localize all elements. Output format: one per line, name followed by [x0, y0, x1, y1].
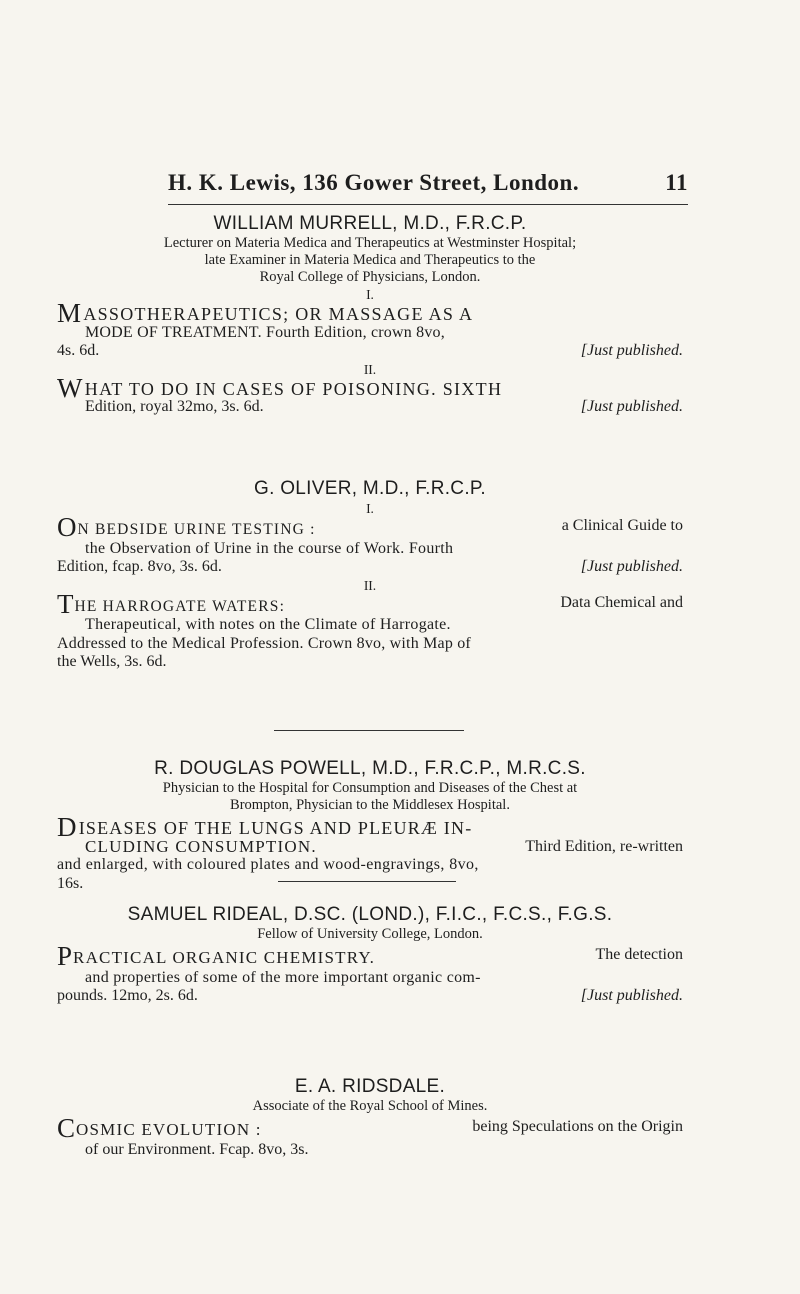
author-name: R. DOUGLAS POWELL, M.D., F.R.C.P., M.R.C.S. [154, 758, 586, 779]
drop-initial: T [57, 588, 74, 619]
work-number: II. [363, 361, 377, 377]
author-affiliation-line: Lecturer on Materia Medica and Therapeutics at Westminster Hospital; [163, 235, 577, 251]
publication-status: [Just published. [580, 558, 683, 575]
book-subtitle: being Speculations on the Origin [472, 1118, 683, 1135]
publication-status: [Just published. [580, 987, 683, 1004]
author-name: E. A. RIDSDALE. [294, 1076, 446, 1097]
author-name: WILLIAM MURRELL, M.D., F.R.C.P. [213, 213, 527, 234]
book-description-line: Addressed to the Medical Profession. Crown 8vo, with Map of [57, 634, 471, 652]
book-title: OSMIC EVOLUTION : [76, 1120, 262, 1139]
book-description-line: and properties of some of the more important organic com- [85, 968, 481, 986]
publication-status: [Just published. [580, 342, 683, 359]
book-description-line: Therapeutical, with notes on the Climate of Harrogate. [85, 616, 451, 633]
section-divider [274, 730, 464, 731]
book-title-line: MODE OF TREATMENT. Fourth Edition, crown 8vo, [85, 323, 445, 341]
section-oliver [57, 478, 683, 672]
author-name: SAMUEL RIDEAL, D.SC. (LOND.), F.I.C., F.C.S., F.G.S. [127, 904, 613, 925]
book-edition: pounds. 12mo, 2s. 6d. [57, 987, 198, 1004]
book-entry [57, 1113, 683, 1159]
book-title-line: CLUDING CONSUMPTION. [85, 836, 317, 856]
book-title-line: HAT TO DO IN CASES OF POISONING. SIXTH [84, 378, 503, 399]
book-title: HE HARROGATE WATERS: [74, 597, 286, 615]
book-entry [57, 588, 683, 672]
book-edition: Edition, royal 32mo, 3s. 6d. [85, 398, 264, 415]
book-title: N BEDSIDE URINE TESTING : [77, 521, 316, 538]
work-number: I. [366, 287, 374, 302]
book-entry [57, 512, 683, 577]
book-description-line: the Observation of Urine in the course of Work. Fourth [85, 539, 454, 557]
running-head [168, 170, 688, 202]
section-ridsdale [57, 1076, 683, 1159]
drop-initial: P [57, 941, 73, 971]
book-entry [57, 298, 683, 361]
author-affiliation-line: Physician to the Hospital for Consumption and Diseases of the Chest at [162, 780, 578, 796]
author-affiliation-line: Associate of the Royal School of Mines. [252, 1098, 488, 1114]
drop-initial: O [57, 512, 77, 542]
book-subtitle: Data Chemical and [560, 593, 683, 611]
drop-initial: C [57, 1113, 76, 1143]
drop-initial: D [57, 812, 78, 842]
book-title-line: ASSOTHERAPEUTICS; OR MASSAGE AS A [83, 304, 474, 324]
section-rideal [57, 904, 683, 1006]
book-edition: Edition, fcap. 8vo, 3s. 6d. [57, 558, 222, 575]
author-affiliation-line: late Examiner in Materia Medica and Therapeutics to the [204, 252, 536, 268]
section-murrell [57, 213, 683, 417]
publication-status: [Just published. [580, 398, 683, 415]
book-edition: of our Environment. Fcap. 8vo, 3s. [85, 1140, 309, 1158]
section-divider [278, 881, 456, 882]
work-number: I. [366, 501, 374, 516]
book-subtitle: a Clinical Guide to [561, 517, 683, 534]
header-rule [168, 204, 688, 205]
book-price: 4s. 6d. [57, 342, 100, 359]
book-edition: Third Edition, re-written [525, 837, 683, 855]
work-number: II. [363, 577, 377, 593]
author-affiliation-line: Fellow of University College, London. [257, 926, 483, 942]
running-head-title: H. K. Lewis, 136 Gower Street, London. [168, 170, 580, 195]
author-name: G. OLIVER, M.D., F.R.C.P. [253, 478, 487, 499]
book-title-line: ISEASES OF THE LUNGS AND PLEURÆ IN- [78, 818, 473, 838]
book-price: 16s. [57, 874, 84, 892]
drop-initial: M [57, 298, 83, 328]
book-entry [57, 372, 683, 417]
page-number: 11 [665, 170, 688, 195]
book-title: RACTICAL ORGANIC CHEMISTRY. [73, 948, 376, 967]
book-price: the Wells, 3s. 6d. [57, 653, 167, 670]
author-affiliation-line: Royal College of Physicians, London. [259, 269, 481, 285]
book-entry [57, 941, 683, 1006]
book-subtitle: The detection [595, 946, 683, 963]
section-powell [57, 758, 683, 893]
book-description-line: and enlarged, with coloured plates and wood-engravings, 8vo, [57, 856, 479, 873]
drop-initial: W [57, 372, 84, 403]
author-affiliation-line: Brompton, Physician to the Middlesex Hospital. [230, 797, 510, 813]
